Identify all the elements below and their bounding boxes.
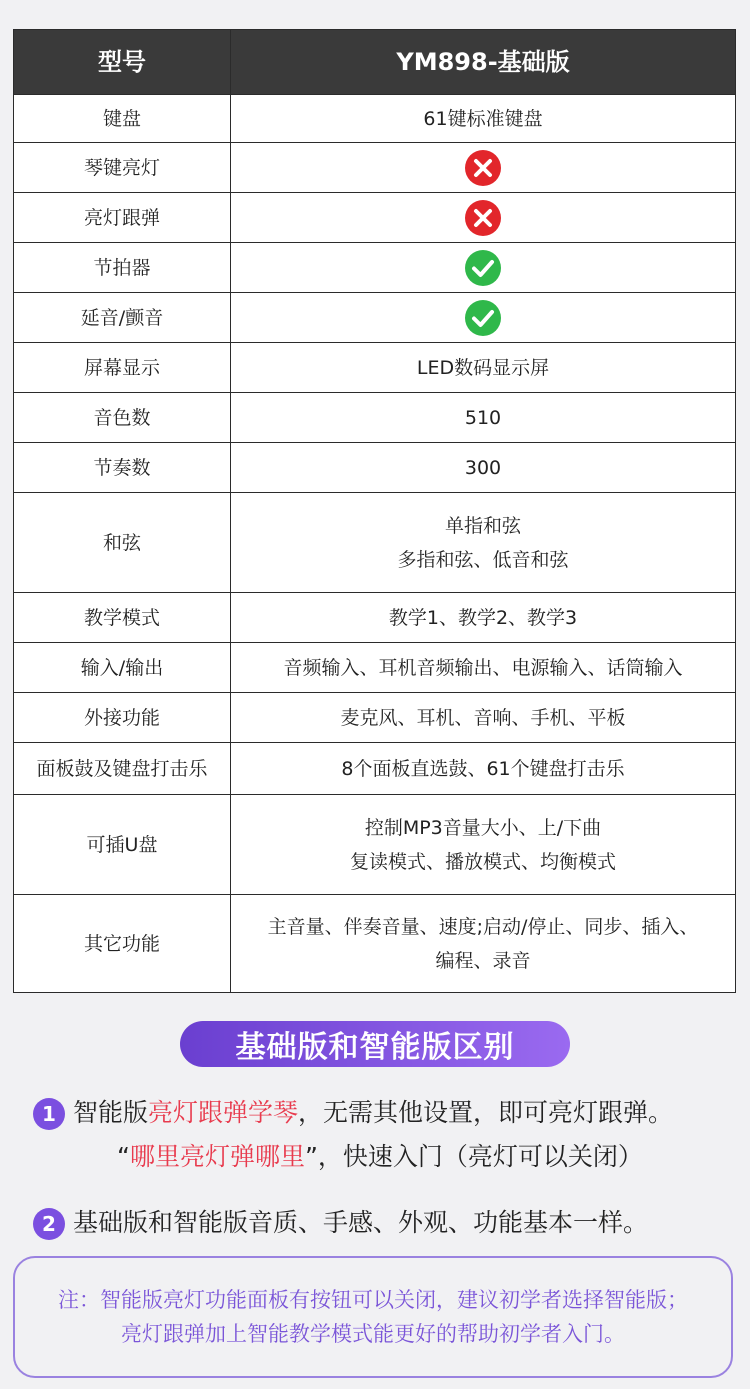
- row-value: [231, 643, 736, 693]
- row-value: [231, 143, 736, 193]
- point1-quote-open: “: [117, 1142, 130, 1171]
- spec-table: [13, 29, 736, 993]
- row-value-line: 复读模式、播放模式、均衡模式: [349, 850, 616, 873]
- row-value-line: LED数码显示屏: [416, 356, 550, 379]
- point1-line2-post: ”，快速入门（亮灯可以关闭）: [304, 1142, 643, 1171]
- point2-text: 基础版和智能版音质、手感、外观、功能基本一样。: [73, 1208, 649, 1237]
- header-model: YM898-基础版: [231, 30, 736, 95]
- number-badge-1: 1: [33, 1098, 65, 1130]
- table-header-row: [14, 30, 736, 95]
- difference-point-2: [33, 1203, 648, 1240]
- row-label: 和弦: [14, 493, 231, 593]
- table-row: [14, 493, 736, 593]
- table-row: [14, 193, 736, 243]
- row-value: [231, 693, 736, 743]
- row-value: [231, 193, 736, 243]
- table-row: [14, 293, 736, 343]
- row-value-line: 300: [464, 456, 502, 479]
- row-value-line: 主音量、伴奏音量、速度;启动/停止、同步、插入、: [267, 915, 699, 938]
- row-label: 外接功能: [14, 693, 231, 743]
- row-label: 亮灯跟弹: [14, 193, 231, 243]
- row-value: [231, 95, 736, 143]
- table-row: [14, 393, 736, 443]
- row-value: [231, 243, 736, 293]
- row-value: [231, 895, 736, 993]
- row-label: 延音/颤音: [14, 293, 231, 343]
- row-value: [231, 493, 736, 593]
- table-row: [14, 343, 736, 393]
- row-label: 键盘: [14, 95, 231, 143]
- row-value-line: 510: [464, 406, 502, 429]
- row-label: 音色数: [14, 393, 231, 443]
- table-row: [14, 443, 736, 493]
- row-label: 节拍器: [14, 243, 231, 293]
- point1-line2-highlight: 哪里亮灯弹哪里: [129, 1142, 305, 1171]
- row-value: [231, 293, 736, 343]
- table-row: [14, 643, 736, 693]
- table-row: [14, 143, 736, 193]
- row-value: [231, 393, 736, 443]
- row-value: [231, 343, 736, 393]
- table-row: [14, 693, 736, 743]
- check-icon: [464, 299, 502, 337]
- header-label: 型号: [14, 30, 231, 95]
- cross-icon: [464, 149, 502, 187]
- point1-highlight: 亮灯跟弹学琴: [148, 1098, 299, 1127]
- row-label: 琴键亮灯: [14, 143, 231, 193]
- note-line-1: 注：智能版亮灯功能面板有按钮可以关闭，建议初学者选择智能版；: [58, 1288, 688, 1312]
- table-row: [14, 743, 736, 795]
- row-value-line: 单指和弦: [444, 514, 521, 537]
- row-label: 屏幕显示: [14, 343, 231, 393]
- difference-point-1: [33, 1093, 673, 1130]
- row-value: [231, 593, 736, 643]
- table-row: [14, 243, 736, 293]
- note-box: [13, 1256, 733, 1378]
- row-label: 其它功能: [14, 895, 231, 993]
- row-value-line: 教学1、教学2、教学3: [388, 606, 578, 629]
- row-label: 节奏数: [14, 443, 231, 493]
- cross-icon: [464, 199, 502, 237]
- row-value: [231, 443, 736, 493]
- section-title: 基础版和智能版区别: [180, 1021, 570, 1067]
- row-label: 面板鼓及键盘打击乐: [14, 743, 231, 795]
- row-value-line: 61键标准键盘: [423, 107, 543, 130]
- row-value-line: 8个面板直选鼓、61个键盘打击乐: [341, 757, 625, 780]
- table-row: [14, 95, 736, 143]
- table-row: [14, 795, 736, 895]
- row-label: 教学模式: [14, 593, 231, 643]
- row-value-line: 控制MP3音量大小、上/下曲: [364, 816, 602, 839]
- check-icon: [464, 249, 502, 287]
- point1-post: ，无需其他设置，即可亮灯跟弹。: [298, 1098, 674, 1127]
- row-label: 可插U盘: [14, 795, 231, 895]
- row-value-line: 编程、录音: [435, 949, 531, 972]
- note-line-2: 亮灯跟弹加上智能教学模式能更好的帮助初学者入门。: [121, 1322, 625, 1346]
- table-row: [14, 593, 736, 643]
- difference-point-1-line2: [117, 1137, 643, 1173]
- row-value-line: 麦克风、耳机、音响、手机、平板: [340, 706, 626, 729]
- table-row: [14, 895, 736, 993]
- row-value: [231, 795, 736, 895]
- row-value-line: 音频输入、耳机音频输出、电源输入、话筒输入: [283, 656, 683, 679]
- row-value: [231, 743, 736, 795]
- number-badge-2: 2: [33, 1208, 65, 1240]
- row-label: 输入/输出: [14, 643, 231, 693]
- row-value-line: 多指和弦、低音和弦: [397, 548, 569, 571]
- point1-pre: 智能版: [73, 1098, 149, 1127]
